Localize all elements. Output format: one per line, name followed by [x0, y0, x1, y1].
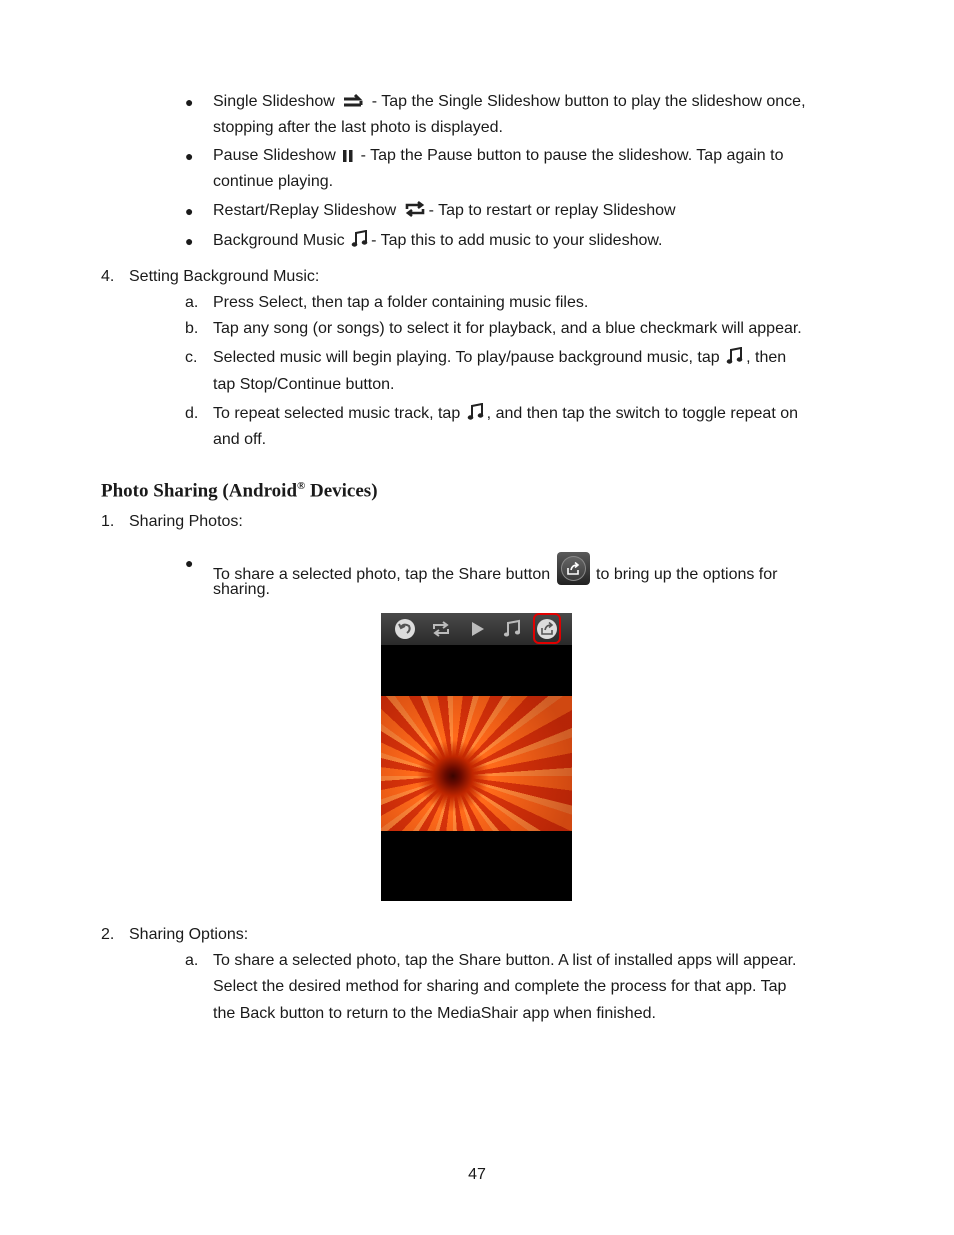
- back-icon[interactable]: [394, 618, 416, 640]
- music-note-icon: [351, 230, 369, 248]
- bullet-text: - Tap this to add music to your slideshow.: [371, 232, 663, 249]
- item-text: the Back button to return to the MediaShair app when finished.: [213, 1005, 656, 1022]
- play-icon[interactable]: [466, 618, 488, 640]
- heading-text: Devices): [305, 480, 378, 502]
- bullet-title: Single Slideshow: [213, 93, 335, 110]
- item-continuation: and off.: [213, 431, 267, 448]
- step-number: 2.: [101, 926, 115, 943]
- item-marker: a.: [185, 952, 199, 969]
- bullet-continuation: continue playing.: [213, 173, 334, 190]
- music-note-icon[interactable]: [501, 618, 523, 640]
- item-text: Press Select, then tap a folder containing music files.: [213, 294, 589, 311]
- share-icon: [557, 552, 590, 585]
- step-title: Sharing Options:: [129, 926, 249, 943]
- slideshow-toolbar: [381, 613, 572, 645]
- bullet-text: To share a selected photo, tap the Share button: [213, 566, 555, 583]
- item-text: , then: [746, 349, 787, 366]
- item-text: To share a selected photo, tap the Share button. A list of installed apps will appear.: [213, 952, 797, 969]
- item-text: , and then tap the switch to toggle repeat on: [486, 405, 798, 422]
- step-number: 4.: [101, 268, 115, 285]
- item-music-repeat: [213, 403, 798, 425]
- bullet-background-music: [213, 230, 662, 252]
- bullet-continuation: stopping after the last photo is displayed.: [213, 119, 503, 136]
- music-note-icon: [726, 347, 744, 365]
- bullet-dot: ●: [185, 555, 194, 571]
- music-note-icon: [467, 403, 485, 421]
- share-instruction: [213, 552, 777, 586]
- item-marker: c.: [185, 349, 198, 366]
- bullet-text: - Tap to restart or replay Slideshow: [428, 202, 676, 219]
- replay-icon[interactable]: [430, 618, 452, 640]
- pause-icon: [342, 149, 354, 163]
- bullet-text: - Tap the Single Slideshow button to play the slideshow once,: [371, 93, 806, 110]
- bullet-text: - Tap the Pause button to pause the slideshow. Tap again to: [356, 147, 784, 164]
- registered-mark: ®: [297, 480, 306, 492]
- bullet-dot: ●: [185, 148, 194, 164]
- replay-icon: [403, 200, 427, 218]
- item-text: Tap any song (or songs) to select it for playback, and a blue checkmark will appear.: [213, 320, 802, 337]
- flower-photo-shading: [381, 696, 572, 831]
- item-text: Select the desired method for sharing and complete the process for that app. Tap: [213, 978, 787, 995]
- bullet-title: Restart/Replay Slideshow: [213, 202, 397, 219]
- section-heading: [101, 474, 378, 503]
- item-marker: a.: [185, 294, 199, 311]
- item-marker: d.: [185, 405, 199, 422]
- item-text: Selected music will begin playing. To play/pause background music, tap: [213, 349, 725, 366]
- step-number: 1.: [101, 513, 115, 530]
- bullet-title: Background Music: [213, 232, 345, 249]
- page-number: 47: [468, 1166, 486, 1183]
- phone-screenshot: [381, 613, 572, 901]
- bullet-continuation: sharing.: [213, 581, 270, 598]
- bullet-dot: ●: [185, 94, 194, 110]
- bullet-dot: ●: [185, 203, 194, 219]
- item-marker: b.: [185, 320, 199, 337]
- step-title: Setting Background Music:: [129, 268, 320, 285]
- share-highlight-box: [533, 613, 561, 644]
- bullet-pause-slideshow: [213, 145, 783, 167]
- item-continuation: tap Stop/Continue button.: [213, 376, 395, 393]
- item-text: To repeat selected music track, tap: [213, 405, 465, 422]
- step-title: Sharing Photos:: [129, 513, 243, 530]
- heading-text: Photo Sharing (Android: [101, 480, 298, 502]
- bullet-dot: ●: [185, 233, 194, 249]
- single-slideshow-icon: [341, 93, 365, 109]
- bullet-restart-slideshow: [213, 200, 676, 222]
- bullet-text: to bring up the options for: [591, 566, 778, 583]
- item-music-play: [213, 347, 786, 369]
- bullet-title: Pause Slideshow: [213, 147, 336, 164]
- bullet-single-slideshow: [213, 91, 806, 113]
